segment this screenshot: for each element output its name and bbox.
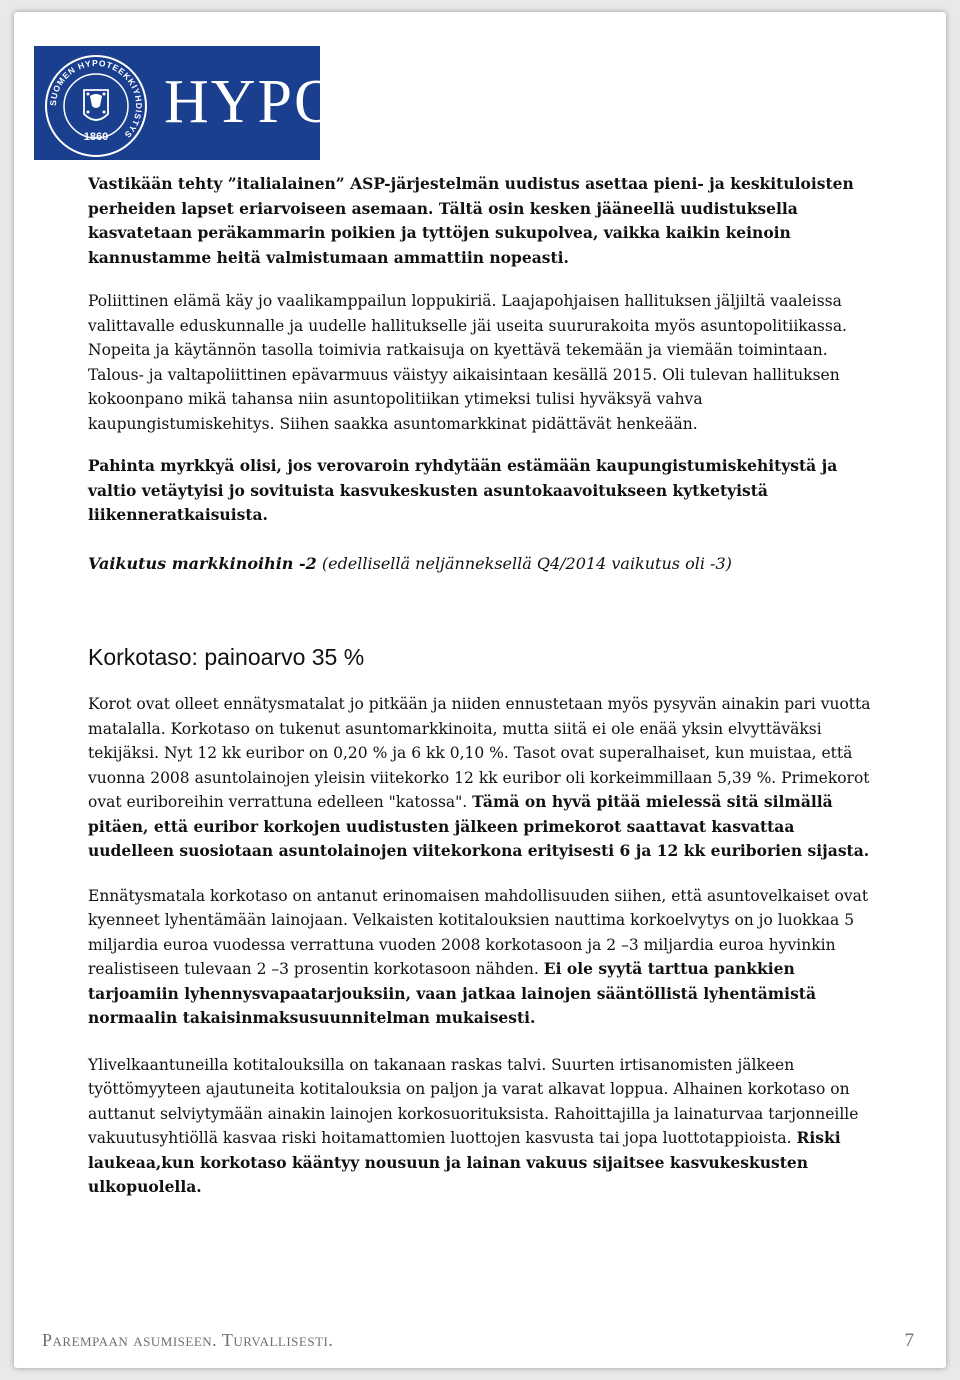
page-number: 7 (904, 1330, 914, 1351)
seal-text: SUOMEN HYPOTEEKKIYHDISTYS (47, 57, 145, 141)
logo-wordmark: HYPO (164, 68, 341, 136)
market-effect-previous: (edellisellä neljänneksellä Q4/2014 vaikutus oli -3) (316, 553, 732, 573)
paragraph-asp: Vastikään tehty ”italialainen” ASP-järjestelmän uudistus asettaa pieni- ja keskituloisten perheiden lapset eriarvoiseen asemaan. Tältä osin kesken jääneellä uudistuksella kasvatetaan peräkammarin poikien ja tyttöjen sukupolvea, vaikka kaikin keinoin kannustamme heitä valmistumaan ammattiin nopeasti. (88, 174, 854, 267)
footer-slogan: Parempaan asumiseen. Turvallisesti. (42, 1330, 334, 1350)
seal-year: 1860 (83, 131, 109, 143)
paragraph-overindebted (88, 1053, 878, 1200)
paragraph-rates (88, 692, 878, 864)
paragraph-overindebted-emphasis: Riski laukeaa,kun korkotaso kääntyy nousuun ja lainan vakuus sijaitsee kasvukeskusten ulkopuolella. (88, 1128, 841, 1196)
page-footer (42, 1330, 914, 1352)
document-page (14, 12, 946, 1368)
paragraph-politics: Poliittinen elämä käy jo vaalikamppailun loppukiriä. Laajapohjaisen hallituksen jäljiltä vaaleissa valittavalle eduskunnalle ja uudelle hallitukselle jäi useita suururakoita myös asuntopolitiikassa. Nopeita ja käytännön tasolla toimivia ratkaisuja on kyettävä tekemään ja viemään toimintaan. Talous- ja valtapoliittinen epävarmuus väistyy aikaisintaan kesällä 2015. Oli tulevan hallituksen kokoonpano mikä tahansa niin asuntopolitiikan ytimeksi tulisi hyväksyä vahva kaupungistumiskehitys. Siihen saakka asuntomarkkinat pidättävät henkeään. (88, 292, 847, 433)
paragraph-low-rates (88, 884, 878, 1031)
seal-icon (44, 54, 148, 158)
paragraph-overindebted-text: Ylivelkaantuneilla kotitalouksilla on takanaan raskas talvi. Suurten irtisanomisten jälkeen työttömyyteen ajautuneita kotitalouksia on paljon ja varat alkavat loppua. Alhainen korkotaso on auttanut selviytymään ainakin lainojen korkosuorituksista. Rahoittajilla ja lainaturvaa tarjonneille vakuutusyhtiöllä kasvaa riski hoitamattomien luottojen kasvusta tai jopa luottotappioista. (88, 1055, 859, 1147)
market-effect-line (88, 552, 878, 577)
hypo-logo (34, 46, 341, 160)
paragraph-rates-text: Korot ovat olleet ennätysmatalat jo pitkään ja niiden ennustetaan myös pysyvän ainakin pari vuotta matalalla. Korkotaso on tukenut asuntomarkkinoita, mutta siitä ei ole enää yksin elvyttäväksi tekijäksi. Nyt 12 kk euribor on 0,20 % ja 6 kk 0,10 %. Tasot ovat superalhaiset, kun muistaa, että vuonna 2008 asuntolainojen yleisin viitekorko 12 kk euribor oli korkeimmillaan 5,39 %. Primekorot ovat euriboreihin verrattuna edelleen "katossa". (88, 695, 871, 811)
article-body (88, 172, 878, 1200)
paragraph-worst-poison: Pahinta myrkkyä olisi, jos verovaroin ryhdytään estämään kaupungistumiskehitystä ja valtio vetäytyisi jo sovituista kasvukeskusten asuntokaavoitukseen kytketyistä liikenneratkaisuista. (88, 456, 838, 524)
market-effect-value: Vaikutus markkinoihin -2 (88, 553, 317, 573)
paragraph-low-rates-text: Ennätysmatala korkotaso on antanut erinomaisen mahdollisuuden siihen, että asuntovelkaiset ovat kyenneet lyhentämään lainojaan. Velkaisten kotitalouksien nauttima korkoelvytys on jo luokkaa 5 miljardia euroa vuodessa verrattuna vuoden 2008 korkotasoon ja 2 –3 miljardia euroa hyvinkin realistiseen tulevaan 2 –3 prosentin korkotasoon nähden. (88, 886, 869, 978)
paragraph-rates-emphasis: Tämä on hyvä pitää mielessä sitä silmällä pitäen, että euribor korkojen uudistusten jälkeen primekorot saattavat kasvattaa uudelleen suosiotaan asuntolainojen viitekorkona erityisesti 6 ja 12 kk euriborien sijasta. (88, 792, 870, 860)
section-heading-interest: Korkotaso: painoarvo 35 % (88, 644, 365, 670)
paragraph-low-rates-emphasis: Ei ole syytä tarttua pankkien tarjoamiin lyhennysvapaatarjouksiin, vaan jatkaa lainojen sääntöllistä lyhentämistä normaalin takaisinmaksusuunnitelman mukaisesti. (88, 959, 817, 1027)
